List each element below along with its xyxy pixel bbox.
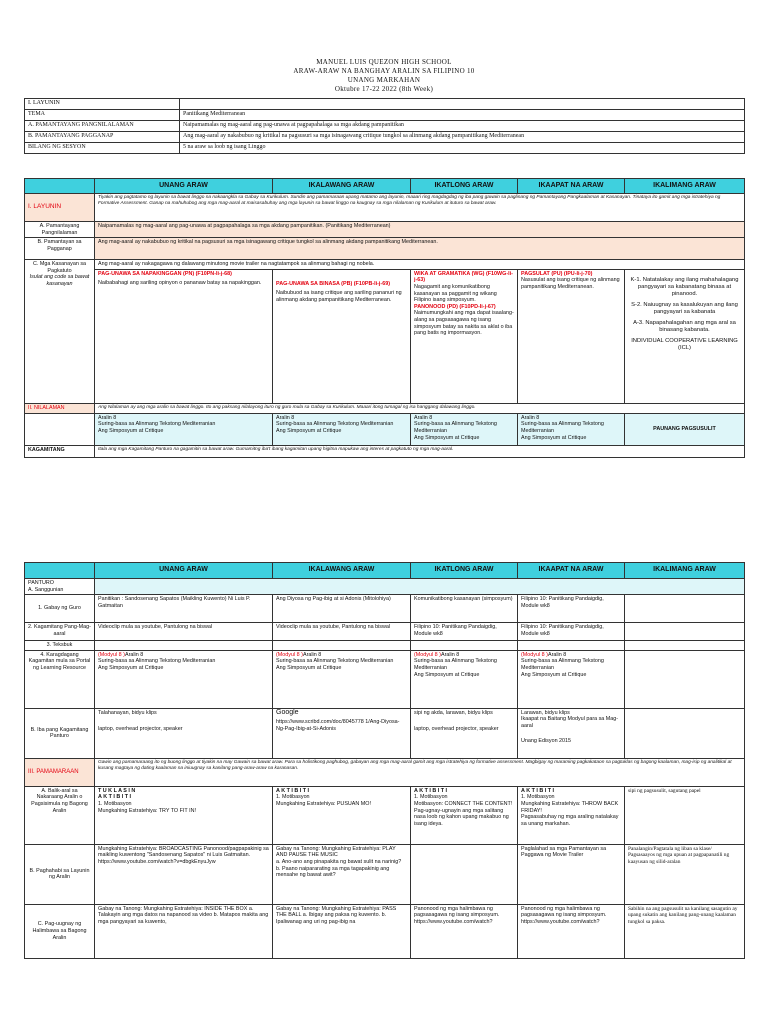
day4-pag-uugnay: Panonood ng mga halimbawa ng pagsasagawa ng isang simposyum. https://www.youtube.com/watch? (518, 904, 625, 958)
gabay-label: 1. Gabay ng Guro (25, 595, 95, 623)
pamamaraan-text: Gawin ang pamamaraang ito ng buong linggo at tiyakin na may Gawain sa bawat araw. Para sa holistikong paghubog, gabayan ang mga mag-aaral gamit ang mga istratehiya ng formative assessment. Magbigay ng maraming pagkakataon sa pagtuklas ng bagong kaalaman, mag-isip ng analitikal at kusang magtaya ng dating kaalaman na iniuugnay sa kanilang pang-araw-araw na karanasan. (95, 758, 745, 786)
day5-pag-uugnay: Sabihin na ang pagsusulit na kanilang sasagutin ay upang sukatin ang kanilang pang-unang kaalaman tungkol sa paksa. (625, 904, 745, 958)
day1-code: PAG-UNAWA SA NAPAKINGGAN (PN) (F10PN-Ii-j-68) (98, 270, 232, 277)
day2-aralin: Aralin 8 (276, 414, 295, 421)
day3-topic: Suring-basa sa Alinmang Tekstong Mediterranian (414, 421, 497, 434)
day1-karagdagan: (Modyul 8 )Aralin 8 Suring-basa sa Alinmang Tekstong Mediterranian Ang Simposyum at Critique (95, 650, 273, 708)
day3-aralin: Aralin 8 (414, 414, 433, 421)
day5-strategy: INDIVIDUAL COOPERATIVE LEARNING (ICL) (631, 337, 738, 351)
day4-balik-aral: A K T I B I T I 1. Motibasyon Mungkahing Estratehiya: THROW BACK FRIDAY! Pagsasabuhay ng mga araling natalakay sa unang markahan. (518, 786, 625, 844)
pamantayang-pangnilalaman-label: A. PAMANTAYANG PANGNILALAMAN (25, 121, 180, 132)
pamantayang-pagganap-value: Ang mag-aaral ay nakabubuo ng kritikal na pagsusuri sa mga isinagawang critique tungkol sa alinmang akdang pampanitikang Mediterranean (180, 132, 745, 143)
day3-nilalaman (411, 413, 518, 445)
day5-a3: A-3. Napapahalagahan ang mga aral sa binasang kabanata. (633, 319, 736, 333)
day4-subtopic: Ang Simposyum at Critique (521, 434, 587, 441)
day3-competency: Nagagamit ang komunikatibong kasanayan sa paggamit ng wikang Filipino isang simposyum. (414, 283, 497, 304)
day5-paghahabi: Panalangin/Pagtatala ng liban sa klase/ Pagsasaayos ng mga upuan at pagpapanatili ng kaayusan ng silid-aralan (625, 844, 745, 904)
panturo-label: PANTURO (28, 580, 54, 586)
day3-balik-aral: A K T I B I T I 1. Motibasyon Motibasyon: CONNECT THE CONTENT! Pag-ugnay-ugnayin ang mga salitang nasa loob ng kahon upang makabuo ng isang ideya. (411, 786, 518, 844)
day-5-header: IKALIMANG ARAW (625, 179, 745, 194)
day2-karagdagan: (Modyul 8 )Aralin 8 Suring-basa sa Alinmang Tekstong Mediterranian Ang Simposyum at Critique (273, 650, 411, 708)
day-2-header: IKALAWANG ARAW (273, 179, 411, 194)
kasanayan-label: C. Mga Kasanayan sa Pagkatuto (32, 261, 87, 274)
day4-iba: Larawan, bidyu klips Ikaapat na Baitang Modyul para sa Mag-aaral Unang Edisyon 2015 (518, 708, 625, 758)
day-2-header-2: IKALAWANG ARAW (273, 563, 411, 579)
panturo-cell (25, 579, 95, 595)
day3-gabay: Komunikatibong kasanayan (simposyum) (411, 595, 518, 623)
day-3-header-2: IKATLONG ARAW (411, 563, 518, 579)
day2-kasanayan (273, 269, 411, 403)
day4-aralin: Aralin 8 (521, 414, 540, 421)
day-3-header: IKATLONG ARAW (411, 179, 518, 194)
kagamitang-label: KAGAMITANG (25, 445, 95, 457)
day4-gabay: Filipino 10: Panitikang Pandaigdig, Module wk8 (518, 595, 625, 623)
movie-trailer-note: Ang mag-aaral ay nakagagawa ng dalawang minutong movie trailer na nagtatampok sa alinmang bahagi ng nobela. (95, 260, 745, 270)
tema-label: TEMA (25, 110, 180, 121)
lesson-info-table (24, 98, 745, 154)
day5-k1: K-1. Natatalakay ang ilang mahahalagang pangyayari sa kabanatang binasa at pinanood. (630, 276, 739, 297)
pagganap-label: B. Pamantayan sa Pagganap (25, 238, 95, 260)
pangnilalaman-text: Naipamamalas ng mag-aaral ang pag-unawa at pagpapahalaga sa mga akdang pampanitikan. (Panitikang Mediterranean) (95, 222, 745, 238)
date: Oktubre 17-22 2022 (8th Week) (334, 85, 434, 93)
day-4-header: IKAAPAT NA ARAW (518, 179, 625, 194)
day4-nilalaman (518, 413, 625, 445)
day2-code: PAG-UNAWA SA BINASA (PB) (F10PB-Ii-j-69) (276, 280, 391, 287)
day1-competency: Naibabahagi ang sariling opinyon o pananaw batay sa napakinggan. (98, 280, 262, 287)
day5-s2: S-2. Naiuugnay sa kasalukuyan ang ilang pangyayari sa kabanata (631, 301, 738, 315)
day1-paghahabi: Mungkahing Estratehiya: BROADCASTING Panonood/pagpapakinig sa maikling kuwentong "Sandosenang Sapatos" ni Luis Gatmaitan. https://www.youtube.com/watch?v=dbgkEnyuJyw (95, 844, 273, 904)
day2-subtopic: Ang Simposyum at Critique (276, 427, 342, 434)
iba-pang-kagamitan-label: B. Iba pang Kagamitang Panturo (25, 708, 95, 758)
layunin-header: I. LAYUNIN (25, 99, 180, 110)
pamamaraan-label: III. PAMAMARAAN (25, 758, 95, 786)
day4-competency: Nasusulat ang isang critique ng alinmang pampanitikang Mediterranean. (521, 277, 620, 290)
quarter: UNANG MARKAHAN (347, 76, 421, 84)
pamantayang-pagganap-label: B. PAMANTAYANG PAGGANAP (25, 132, 180, 143)
day2-competency: Naibubuod sa isang critique ang sariling pananuri ng alinmang akdang pampanitikang Mediterranean. (276, 290, 402, 303)
day1-balik-aral: T U K L A S I N A K T I B I T I 1. Motibasyon Mungkahing Estratehiya: TRY TO FIT IN! (95, 786, 273, 844)
day4-code: PAGSULAT (PU) (IPU-Ii-j-70) (521, 270, 593, 277)
day-1-header-2: UNANG ARAW (95, 563, 273, 579)
nilalaman-label: II. NILALAMAN (25, 403, 95, 413)
procedure-table (24, 562, 745, 959)
day1-subtopic: Ang Simposyum at Critique (98, 427, 164, 434)
day2-pag-uugnay: Gabay na Tanong: Mungkahing Estratehiya: PASS THE BALL a. Ibigay ang paksa ng kuwento. b. Ipaliwanag ang uri ng pag-ibig na (273, 904, 411, 958)
pamantayang-pangnilalaman-value: Naipamamalas ng mag-aaral ang pag-unawa at pagpapahalaga sa mga akdang pampanitikan (180, 121, 745, 132)
day-4-header-2: IKAAPAT NA ARAW (518, 563, 625, 579)
day2-nilalaman (273, 413, 411, 445)
day3-kasanayan (411, 269, 518, 403)
day-5-header-2: IKALIMANG ARAW (625, 563, 745, 579)
pangnilalaman-label: A. Pamantayang Pangnilalaman (25, 222, 95, 238)
day1-kagamitan: Videoclip mula sa youtube, Pantulong na biswal (95, 623, 273, 641)
paghahabi-label: B. Paghahabi sa Layunin ng Aralin (25, 844, 95, 904)
pagganap-text: Ang mag-aaral ay nakabubuo ng kritikal na pagsusuri sa mga isinagawang critique tungkol sa alinmang akdang pampanitikang Mediterranean. (95, 238, 745, 260)
day3-iba: sipi ng akda, larawan, bidyu klips laptop, overhead projector, speaker (411, 708, 518, 758)
day5-nilalaman: PAUNANG PAGSUSULIT (625, 413, 745, 445)
day4-topic: Suring-basa sa Alinmang Tekstong Mediterranian (521, 421, 604, 434)
document-title: ARAW-ARAW NA BANGHAY ARALIN SA FILIPINO 10 (293, 67, 475, 75)
kagamitang-mag-aaral-label: 2. Kagamitang Pang-Mag-aaral (25, 623, 95, 641)
day1-pag-uugnay: Gabay na Tanong: Mungkahing Estratehiya: INSIDE THE BOX a. Talakayin ang mga datos na napanood sa video b. Matapos makita ang mga pangyayari sa kuwento, (95, 904, 273, 958)
layunin-label: I. LAYUNIN (25, 194, 95, 222)
karagdagang-kagamitan-label: 4. Karagdagang Kagamitan mula sa Portal ng Learning Resource (25, 650, 95, 708)
balik-aral-label: A. Balik-aral sa Nakaraang Aralin o Pagsisimula ng Bagong Aralin (25, 786, 95, 844)
day4-paghahabi: Paglalahad sa mga Pamantayan sa Paggawa ng Movie Trailer (518, 844, 625, 904)
bilang-sesyon-value: 5 na araw sa loob ng isang Linggo (180, 143, 745, 154)
day1-iba: Talahanayan, bidyu klips laptop, overhead projector, speaker (95, 708, 273, 758)
day4-kagamitan: Filipino 10: Panitikang Pandaigdig, Module wk8 (518, 623, 625, 641)
kagamitang-text: Itala ang mga Kagamitang Panturo na gagamitin sa bawat araw. Gumamitng iba't ibang kagamitan upang higitna mapukaw ang interes at pagkatuto ng mga mag-aaral. (95, 445, 745, 457)
day3-code: WIKA AT GRAMATIKA (WG) (F10WG-Ii-j-63) (414, 270, 513, 284)
tema-value: Panitikang Mediterranean (180, 110, 745, 121)
day3-pag-uugnay: Panonood ng mga halimbawa ng pagsasagawa ng isang simposyum. https://www.youtube.com/watch? (411, 904, 518, 958)
day3-karagdagan: (Modyul 8 )Aralin 8 Suring-basa sa Alinmang Tekstong Mediterranian Ang Simposyum at Critique (411, 650, 518, 708)
day1-topic: Suring-basa sa Alinmang Tekstong Mediterranian (98, 421, 216, 428)
daily-objectives-table (24, 178, 745, 458)
day4-karagdagan: (Modyul 8 )Aralin 8 Suring-basa sa Alinmang Tekstong Mediterranian Ang Simposyum at Critique (518, 650, 625, 708)
day1-nilalaman (95, 413, 273, 445)
bilang-sesyon-label: BILANG NG SESYON (25, 143, 180, 154)
day-1-header: UNANG ARAW (95, 179, 273, 194)
day3-competency-2: Naimumungkahi ang mga dapat isaalang-alang sa pagsasagawa ng isang simposyum batay sa nakita sa aklat o iba pang batis ng impormasyon. (414, 310, 514, 337)
layunin-text: Tiyakin ang pagtatamo ng layunin sa bawat linggo na nakaangkla sa Gabay sa Kurikulum. Sundin ang pamamaraan upang matamo ang layunin, maaari ring magdagdag ng iba pang gawain sa paglinang ng Pamantayang Pangkaalaman at Kasanayan. Tinataya ito gamit ang mga istratehiya ng Formative Assessment. Ganap na mahuhubog ang mga mag-aaral at maisasabuhay ang mga layunin sa bawat linggo na kaugnay sa mga nilalaman ng Kurikulum at ituturo sa bawat araw. (95, 194, 745, 222)
day4-kasanayan (518, 269, 625, 403)
day2-topic: Suring-basa sa Alinmang Tekstong Mediterranian (276, 421, 394, 428)
day5-kasanayan (625, 269, 745, 403)
day3-kagamitan: Filipino 10: Panitikang Pandaigdig, Module wk8 (411, 623, 518, 641)
day5-balik-aral: sipi ng pagsusulit, sagutang papel (625, 786, 745, 844)
day2-iba: Google https://www.scribd.com/doc/8045778 1/Ang-Diyosa-Ng-Pag-Ibig-at-Si-Adonis (273, 708, 411, 758)
day3-subtopic: Ang Simposyum at Critique (414, 434, 480, 441)
day1-kasanayan (95, 269, 273, 403)
day2-kagamitan: Videoclip mula sa youtube, Pantulong na biswal (273, 623, 411, 641)
day2-gabay: Ang Diyosa ng Pag-ibig at si Adonis (Mitolohiya) (273, 595, 411, 623)
nilalaman-text: Ang Nilalaman ay ang mga aralin sa bawat linggo. Ito ang paksang nilalayong ituro ng guro mula sa Gabay sa Kurikulum. Maaari itong tumagal ng isa hanggang dalawang linggo. (95, 403, 745, 413)
day1-gabay: Panitikan : Sandosenang Sapatos (Maikling Kuwento) Ni Luis P. Gatmaitan (95, 595, 273, 623)
day3-code-2: PANONOOD (PD) (F10PD-Ii-j-67) (414, 303, 496, 310)
day2-paghahabi: Gabay na Tanong: Mungkahing Estratehiya: PLAY AND PAUSE THE MUSIC a. Ano-ano ang pinapakita ng bawat sulit na narinig? b. Paano naipararating sa mga tagapakinig ang mensahe ng bawat awit? (273, 844, 411, 904)
school-name: MANUEL LUIS QUEZON HIGH SCHOOL (316, 58, 452, 66)
teksbuk-label: 3. Teksbuk (25, 641, 95, 651)
day1-aralin: Aralin 8 (98, 414, 117, 421)
kasanayan-label-cell (25, 260, 95, 404)
pag-uugnay-label: C. Pag-uugnay ng Halimbawa sa Bagong Aralin (25, 904, 95, 958)
sanggunian-label: A. Sanggunian (28, 586, 64, 593)
day2-balik-aral: A K T I B I T I 1. Motibasyon Mungkahing Estratehiya: PUSUAN MO! (273, 786, 411, 844)
kasanayan-code-note: Isulat ang code sa bawat kasanayan (29, 274, 90, 287)
